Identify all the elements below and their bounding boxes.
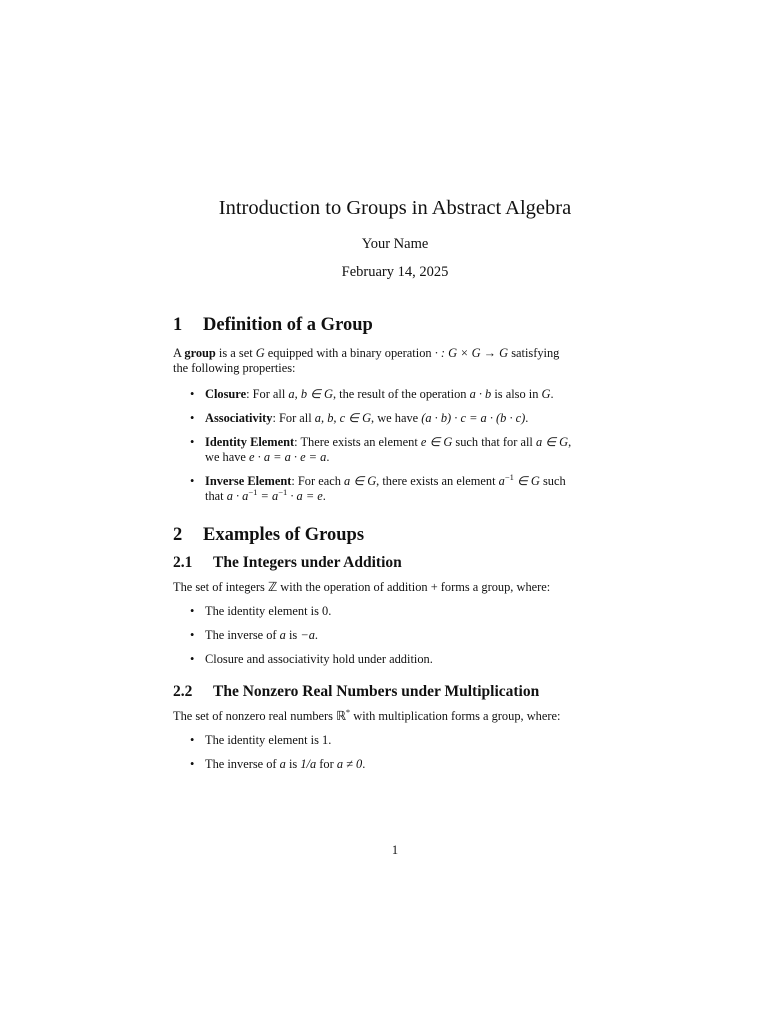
text-run: The inverse of: [205, 628, 280, 642]
text-run: , we have: [371, 411, 422, 425]
subsection-number: 2.2: [173, 683, 193, 700]
superscript: *: [345, 707, 351, 717]
math-run: a · b: [469, 387, 492, 401]
superscript: −1: [504, 472, 514, 482]
bullet: •: [190, 652, 195, 666]
list-item-integer-inverse: [190, 628, 617, 643]
text-run: with the operation of addition: [277, 580, 431, 594]
text-run: we have: [205, 449, 250, 464]
math-run: = a: [257, 488, 279, 503]
group-definition-paragraph: [173, 346, 617, 375]
text-run: The set of nonzero real numbers: [173, 709, 337, 723]
text-run: the following properties:: [173, 360, 296, 375]
text-run: .: [328, 604, 332, 618]
math-run: ∈ G: [513, 474, 540, 488]
bullet: •: [190, 604, 195, 618]
property-term: Closure: [205, 387, 247, 401]
text-run: The identity element is: [205, 733, 322, 747]
math-run: a ∈ G: [535, 435, 569, 449]
text-run: The set of integers: [173, 580, 268, 594]
bullet: •: [190, 411, 195, 425]
section-title: Examples of Groups: [203, 525, 365, 545]
math-run: a ≠ 0: [336, 757, 363, 771]
list-item-inverse: [190, 472, 617, 503]
bullet: •: [190, 733, 195, 747]
bullet: •: [190, 628, 195, 642]
document-author: Your Name: [361, 236, 429, 252]
bullet: •: [190, 387, 195, 401]
text-run: .: [326, 449, 330, 464]
math-run: G: [255, 346, 265, 360]
subsection-2-1-heading: [173, 553, 617, 573]
page-number: 1: [391, 843, 399, 857]
subsection-2-2-heading: [173, 682, 617, 702]
math-run: a: [279, 628, 286, 642]
text-run: : There exists an element: [294, 435, 421, 449]
math-run: a ∈ G: [344, 474, 377, 488]
list-item-real-identity: [190, 733, 617, 748]
text-run: is: [285, 628, 301, 642]
math-run: a · a: [226, 488, 249, 503]
list-item-integer-identity: [190, 604, 617, 619]
section-1-heading: [173, 313, 617, 337]
math-run: (a · b) · c = a · (b · c): [421, 411, 526, 425]
text-run: A: [173, 346, 185, 360]
superscript: −1: [278, 486, 288, 497]
section-number: 1: [173, 315, 183, 335]
text-run: ,: [568, 435, 572, 449]
section-title: Definition of a Group: [203, 315, 373, 335]
property-term: Associativity: [205, 411, 273, 425]
list-item-associativity: [190, 411, 617, 426]
text-run: .: [314, 628, 319, 642]
section-2-heading: [173, 523, 617, 547]
text-run: .: [525, 411, 529, 425]
math-run: 1: [322, 733, 329, 747]
text-run: .: [328, 733, 332, 747]
math-run: e ∈ G: [420, 435, 453, 449]
math-run: G: [541, 387, 551, 401]
document-date: February 14, 2025: [341, 264, 449, 280]
bullet: •: [190, 757, 195, 771]
text-run: : For all: [246, 387, 289, 401]
list-item-integer-closure: [190, 652, 617, 667]
text-run: .: [362, 757, 366, 771]
math-run: 1/a: [300, 757, 317, 771]
document-title: Introduction to Groups in Abstract Algebra: [218, 197, 572, 219]
text-run: with multiplication forms a group, where:: [350, 709, 561, 723]
list-item-real-inverse: [190, 757, 617, 772]
text-run: , there exists an element: [376, 474, 499, 488]
math-run: a: [279, 757, 286, 771]
section-number: 2: [173, 525, 183, 545]
defined-term: group: [184, 346, 216, 360]
math-run: −a: [300, 628, 315, 642]
bullet: •: [190, 474, 195, 488]
text-run: equipped with a binary operation: [264, 346, 435, 360]
bullet: •: [190, 435, 195, 449]
property-term: Inverse Element: [205, 474, 292, 488]
text-run: The inverse of: [205, 757, 280, 771]
reals-intro-paragraph: [173, 709, 617, 724]
math-run: · a = e: [287, 488, 323, 503]
text-run: such: [539, 474, 566, 488]
text-run: : For each: [291, 474, 345, 488]
text-run: .: [322, 488, 326, 503]
list-item-identity: [190, 435, 617, 464]
text-run: Closure and associativity hold under addition.: [205, 652, 433, 666]
subsection-number: 2.1: [173, 554, 193, 571]
math-run: 0: [322, 604, 329, 618]
text-run: , the result of the operation: [332, 387, 470, 401]
math-run: a, b ∈ G: [288, 387, 333, 401]
list-item-closure: [190, 387, 617, 402]
math-run: a, b, c ∈ G: [314, 411, 372, 425]
text-run: such that for all: [452, 435, 536, 449]
text-run: satisfying: [508, 346, 560, 360]
superscript: −1: [248, 486, 258, 497]
math-run: ℝ: [336, 709, 346, 723]
document-page: [173, 0, 617, 1024]
text-run: is: [285, 757, 301, 771]
text-run: is also in: [491, 387, 542, 401]
subsection-title: The Nonzero Real Numbers under Multiplication: [213, 683, 540, 700]
math-run: e · a = a · e = a: [249, 449, 327, 464]
subsection-title: The Integers under Addition: [213, 554, 402, 571]
integers-intro-paragraph: [173, 580, 617, 595]
math-run: a: [498, 474, 505, 488]
text-run: The identity element is: [205, 604, 322, 618]
math-run: ℤ: [267, 580, 278, 594]
text-run: is a set: [215, 346, 256, 360]
text-run: : For all: [272, 411, 315, 425]
text-run: forms a group, where:: [437, 580, 551, 594]
math-run: +: [430, 580, 438, 594]
text-run: that: [205, 488, 227, 503]
math-run: · : G × G → G: [434, 346, 509, 360]
property-term: Identity Element: [205, 435, 295, 449]
text-run: for: [316, 757, 337, 771]
text-run: .: [550, 387, 554, 401]
